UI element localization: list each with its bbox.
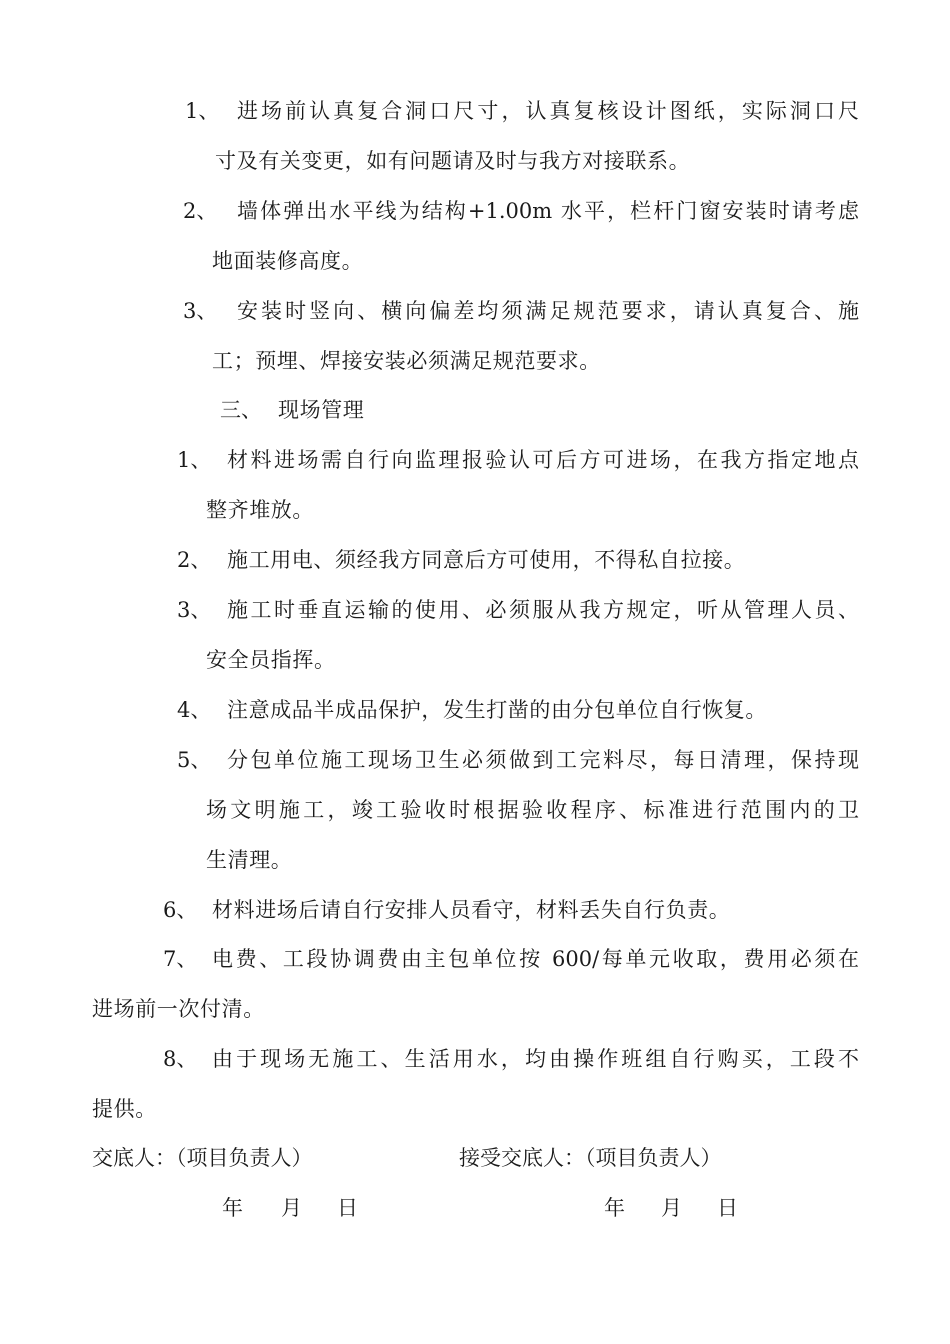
item-number: 8、 (163, 1047, 198, 1071)
item-text: 进场前一次付清。 (92, 997, 265, 1021)
item-number: 2、 (183, 199, 218, 223)
item-number: 4、 (177, 698, 212, 722)
item-text: 安装时竖向、横向偏差均须满足规范要求，请认真复合、施 (237, 299, 859, 323)
item-text: 施工时垂直运输的使用、必须服从我方规定，听从管理人员、 (227, 598, 859, 622)
item-text: 工；预埋、焊接安装必须满足规范要求。 (212, 349, 601, 373)
item-text: 材料进场需自行向监理报验认可后方可进场，在我方指定地点 (227, 448, 859, 472)
item-text: 地面装修高度。 (212, 249, 364, 273)
item-number: 7、 (163, 947, 198, 971)
item-text: 寸及有关变更，如有问题请及时与我方对接联系。 (215, 149, 691, 173)
item-number: 2、 (177, 548, 212, 572)
date-month: 月 (661, 1196, 682, 1220)
item-text: 生清理。 (206, 848, 293, 872)
item-text: 进场前认真复合洞口尺寸，认真复核设计图纸，实际洞口尺 (237, 99, 859, 123)
item-text: 材料进场后请自行安排人员看守，材料丢失自行负责。 (212, 898, 731, 922)
receiver-label: 接受交底人：（项目负责人） (459, 1146, 722, 1170)
date-month: 月 (281, 1196, 302, 1220)
item-text: 提供。 (92, 1097, 157, 1121)
section-title: 现场管理 (278, 398, 365, 422)
date-day: 日 (337, 1196, 358, 1220)
item-text: 整齐堆放。 (206, 498, 314, 522)
item-number: 6、 (163, 898, 198, 922)
item-number: 5、 (177, 748, 212, 772)
item-number: 3、 (183, 299, 218, 323)
item-text: 分包单位施工现场卫生必须做到工完料尽，每日清理，保持现 (227, 748, 859, 772)
section-number: 三、 (220, 398, 262, 422)
item-text: 墙体弹出水平线为结构+1.00m 水平，栏杆门窗安装时请考虑 (237, 199, 859, 223)
item-text: 由于现场无施工、生活用水，均由操作班组自行购买，工段不 (212, 1047, 859, 1071)
item-number: 3、 (177, 598, 212, 622)
item-text: 施工用电、须经我方同意后方可使用，不得私自拉接。 (227, 548, 746, 572)
item-text: 场文明施工，竣工验收时根据验收程序、标准进行范围内的卫 (206, 798, 859, 822)
item-text: 安全员指挥。 (206, 648, 336, 672)
date-year: 年 (222, 1196, 243, 1220)
signer-label: 交底人：（项目负责人） (92, 1146, 313, 1170)
item-number: 1、 (177, 448, 212, 472)
item-text: 电费、工段协调费由主包单位按 600/每单元收取，费用必须在 (212, 947, 859, 971)
date-year: 年 (604, 1196, 625, 1220)
item-number: 1、 (185, 99, 220, 123)
date-day: 日 (717, 1196, 738, 1220)
item-text: 注意成品半成品保护，发生打凿的由分包单位自行恢复。 (227, 698, 767, 722)
